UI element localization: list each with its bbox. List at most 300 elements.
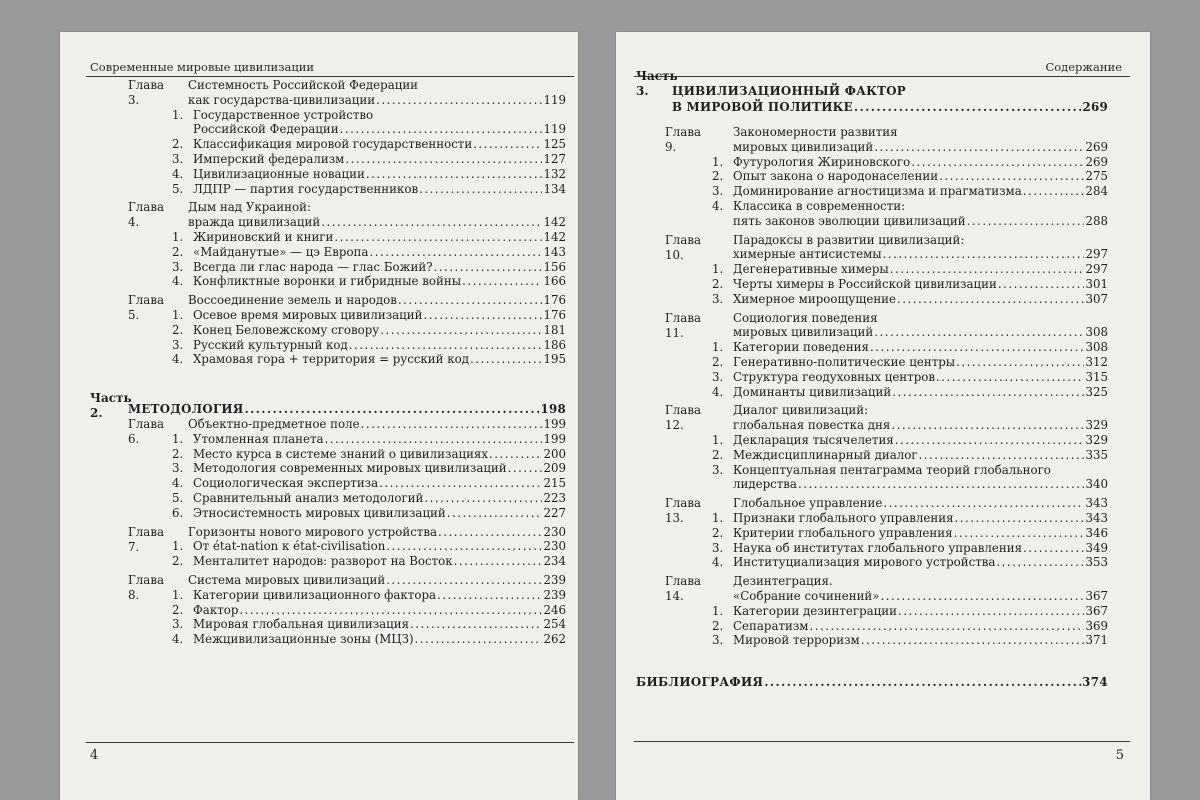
section-entry-page: 262	[543, 632, 566, 647]
section-number: 6.	[172, 505, 184, 520]
chapter-title-line: Социология поведения	[733, 310, 878, 325]
section-entry-page: 186	[543, 337, 566, 352]
section-entry	[193, 274, 566, 289]
section-number: 2.	[172, 137, 184, 152]
section-entry-title: Осевое время мировых цивилизаций	[193, 308, 423, 322]
chapter-entry	[188, 573, 566, 588]
section-number: 1.	[172, 587, 184, 602]
section-entry	[193, 167, 566, 182]
dot-leader	[936, 370, 1084, 385]
section-entry	[733, 214, 1108, 229]
section-number: 2.	[172, 322, 184, 337]
section-entry	[733, 277, 1108, 292]
dot-leader	[379, 476, 542, 491]
section-entry-page: 223	[543, 491, 566, 505]
section-number: 3.	[712, 540, 724, 555]
section-line: Концептуальная пентаграмма теорий глобального	[733, 462, 1051, 477]
dot-leader	[1023, 541, 1084, 556]
section-number: 4.	[172, 632, 184, 647]
chapter-entry-title: Глобальное управление	[733, 496, 883, 511]
dot-leader	[874, 140, 1084, 155]
chapter-entry-page: 343	[1085, 496, 1108, 511]
section-entry-title: Всегда ли глас народа — глас Божий?	[193, 259, 433, 274]
section-entry-title: Институциализация мирового устройства	[733, 555, 996, 570]
chapter-entry	[188, 293, 566, 308]
section-entry-page: 353	[1085, 555, 1108, 570]
section-number: 3.	[712, 462, 724, 477]
section-entry-title: Футурология Жириновского	[733, 154, 911, 169]
dot-leader	[321, 215, 542, 230]
dot-leader	[508, 461, 543, 476]
chapter-label: Глава 10.	[665, 232, 702, 262]
bibliography-entry	[636, 675, 1108, 690]
dot-leader	[437, 588, 542, 603]
running-head: Содержание	[1045, 60, 1122, 74]
part-heading-title: МЕТОДОЛОГИЯ	[128, 402, 244, 416]
dot-leader	[325, 432, 543, 447]
section-number: 2.	[172, 446, 184, 461]
section-number: 4.	[172, 476, 184, 491]
section-entry-page: 297	[1085, 262, 1108, 277]
chapter-entry	[733, 140, 1108, 155]
section-entry	[193, 506, 566, 521]
section-number: 3.	[172, 337, 184, 352]
dot-leader	[798, 477, 1085, 492]
section-entry-page: 312	[1085, 355, 1108, 369]
section-entry-title: От état-nation к état-civilisation	[193, 539, 386, 554]
chapter-entry-page: 367	[1085, 589, 1108, 603]
section-entry-title: Храмовая гора + территория = русский код	[193, 352, 470, 367]
dot-leader	[334, 230, 542, 245]
section-entry	[193, 632, 566, 647]
section-entry	[193, 447, 566, 462]
section-entry	[733, 448, 1108, 463]
chapter-title-line: Закономерности развития	[733, 125, 898, 139]
section-entry-title: Конец Беловежскому сговору	[193, 322, 380, 337]
section-entry	[733, 633, 1108, 648]
dot-leader	[895, 433, 1085, 448]
dot-leader	[470, 352, 542, 367]
section-number: 4.	[712, 555, 724, 570]
dot-leader	[1023, 184, 1085, 199]
section-entry-page: 142	[543, 230, 566, 244]
section-entry-page: 230	[543, 539, 566, 554]
dot-leader	[890, 262, 1085, 277]
section-entry-title: Черты химеры в Российской цивилизации	[733, 277, 997, 291]
section-entry-page: 301	[1085, 277, 1108, 291]
chapter-entry-page: 119	[543, 92, 566, 107]
dot-leader	[954, 526, 1085, 541]
chapter-title-line: Парадоксы в развитии цивилизаций:	[733, 232, 965, 247]
section-entry-title: Этносистемность мировых цивилизаций	[193, 505, 446, 520]
dot-leader	[861, 633, 1085, 648]
section-entry-title: Классификация мировой государственности	[193, 137, 473, 152]
section-entry-title: Социологическая экспертиза	[193, 476, 379, 491]
section-entry	[193, 338, 566, 353]
section-entry	[733, 526, 1108, 541]
dot-leader	[434, 260, 543, 275]
bibliography-entry-page: 374	[1082, 675, 1108, 689]
section-entry	[733, 184, 1108, 199]
chapter-title-line: Системность Российской Федерации	[188, 78, 419, 92]
section-entry-page: 269	[1085, 154, 1108, 169]
dot-leader	[998, 277, 1085, 292]
section-number: 2.	[712, 355, 724, 369]
chapter-label: Глава 12.	[665, 403, 702, 433]
section-entry	[733, 619, 1108, 634]
section-entry-page: 346	[1085, 525, 1108, 540]
chapter-label: Глава 3.	[128, 78, 165, 107]
section-entry-page: 199	[543, 431, 566, 446]
dot-leader	[881, 589, 1085, 604]
section-number: 5.	[172, 491, 184, 505]
section-number: 1.	[712, 340, 724, 355]
section-entry	[733, 433, 1108, 448]
section-number: 1.	[172, 230, 184, 244]
section-number: 1.	[172, 431, 184, 446]
chapter-entry-title: как государства-цивилизации	[188, 92, 376, 107]
section-number: 2.	[172, 244, 184, 259]
section-entry-title: Дегенеративные химеры	[733, 262, 889, 277]
section-entry	[193, 588, 566, 603]
section-entry-page: 275	[1085, 169, 1108, 184]
chapter-entry-title: вражда цивилизаций	[188, 215, 321, 230]
section-entry-title: Наука об институтах глобального управления	[733, 540, 1023, 555]
section-number: 2.	[172, 554, 184, 569]
section-number: 4.	[712, 199, 724, 213]
section-line: Классика в современности:	[733, 199, 906, 213]
part-heading-line: ЦИВИЛИЗАЦИОННЫЙ ФАКТОР	[672, 84, 906, 98]
dot-leader	[349, 338, 543, 353]
dot-leader	[239, 603, 542, 618]
dot-leader	[939, 169, 1084, 184]
page-number: 4	[90, 748, 99, 763]
section-entry	[193, 554, 566, 569]
section-entry	[193, 323, 566, 338]
section-entry-page: 181	[543, 322, 566, 337]
section-entry-page: 254	[543, 617, 566, 632]
section-line: Государственное устройство	[193, 107, 374, 122]
section-entry-title: Междисциплинарный диалог	[733, 447, 918, 462]
section-entry-page: 176	[543, 308, 566, 322]
section-number: 1.	[172, 539, 184, 554]
section-number: 1.	[172, 308, 184, 322]
section-number: 3.	[172, 259, 184, 274]
section-entry-page: 288	[1085, 213, 1108, 228]
section-entry-page: 335	[1085, 447, 1108, 462]
dot-leader	[883, 496, 1084, 511]
dot-leader	[883, 247, 1085, 262]
chapter-entry-title: глобальная повестка дня	[733, 418, 891, 433]
section-entry	[733, 262, 1108, 277]
chapter-label: Глава 11.	[665, 310, 702, 340]
section-entry	[733, 370, 1108, 385]
section-entry-page: 132	[543, 166, 566, 181]
section-entry	[193, 461, 566, 476]
chapter-entry-page: 142	[543, 215, 566, 230]
chapter-entry	[188, 525, 566, 540]
section-entry-title: Структура геодуховных центров	[733, 369, 935, 384]
chapter-entry-page: 269	[1085, 139, 1108, 154]
chapter-entry	[733, 325, 1108, 340]
section-entry-page: 215	[543, 476, 566, 491]
section-entry-title: Место курса в системе знаний о цивилизациях	[193, 446, 489, 461]
chapter-label: Глава 7.	[128, 524, 165, 554]
section-entry-title: Менталитет народов: разворот на Восток	[193, 554, 453, 569]
dot-leader	[764, 675, 1081, 690]
section-number: 1.	[712, 154, 724, 169]
section-entry-page: 119	[543, 122, 566, 137]
section-entry	[733, 155, 1108, 170]
dot-leader	[898, 604, 1084, 619]
section-number: 2.	[172, 602, 184, 617]
section-entry	[733, 477, 1108, 492]
chapter-entry	[188, 417, 566, 432]
dot-leader	[911, 155, 1084, 170]
section-number: 4.	[712, 384, 724, 399]
section-entry-title: Опыт закона о народонаселении	[733, 169, 939, 184]
section-entry-title: Категории поведения	[733, 340, 869, 355]
chapter-entry	[188, 215, 566, 230]
section-number: 1.	[712, 433, 724, 447]
section-entry-title: «Майданутые» — цэ Европа	[193, 244, 369, 259]
section-entry	[193, 603, 566, 618]
section-entry-page: 325	[1085, 384, 1108, 399]
section-entry	[733, 169, 1108, 184]
dot-leader	[340, 122, 543, 137]
section-entry-title: Доминирование агностицизма и прагматизма	[733, 184, 1022, 199]
dot-leader	[454, 554, 543, 569]
section-entry-page: 308	[1085, 340, 1108, 355]
section-entry-page: 329	[1085, 433, 1108, 447]
section-entry-page: 200	[543, 446, 566, 461]
dot-leader	[424, 308, 543, 323]
right-page	[616, 32, 1150, 800]
section-entry	[733, 340, 1108, 355]
section-entry	[193, 539, 566, 554]
dot-leader	[386, 539, 542, 554]
part-heading-title: В МИРОВОЙ ПОЛИТИКЕ	[672, 99, 853, 114]
section-entry	[193, 432, 566, 447]
dot-leader	[891, 418, 1084, 433]
chapter-entry-page: 308	[1085, 325, 1108, 340]
section-entry-title: Категории цивилизационного фактора	[193, 587, 437, 602]
section-entry	[193, 260, 566, 275]
chapter-label: Глава 14.	[665, 574, 702, 604]
left-page	[60, 32, 578, 800]
section-entry-title: Российской Федерации	[193, 122, 339, 137]
chapter-label: Глава 5.	[128, 293, 165, 323]
section-entry-title: Сепаратизм	[733, 618, 809, 633]
dot-leader	[419, 182, 542, 197]
dot-leader	[996, 555, 1084, 570]
chapter-entry	[733, 589, 1108, 604]
section-number: 3.	[712, 633, 724, 648]
section-entry-title: Декларация тысячелетия	[733, 433, 894, 447]
section-entry-page: 125	[543, 137, 566, 152]
section-entry-page: 307	[1085, 291, 1108, 306]
section-entry-title: Категории дезинтеграции	[733, 603, 897, 618]
dot-leader	[361, 417, 543, 432]
section-entry-page: 349	[1085, 540, 1108, 555]
chapter-entry-page: 199	[543, 417, 566, 431]
chapter-entry-title: мировых цивилизаций	[733, 325, 874, 340]
section-entry	[193, 137, 566, 152]
section-entry-page: 369	[1085, 618, 1108, 633]
part-label: Часть 3.	[636, 69, 678, 98]
chapter-entry	[733, 496, 1108, 511]
chapter-entry-title: Объектно-предметное поле	[188, 417, 360, 431]
dot-leader	[386, 573, 542, 588]
section-entry-title: Утомленная планета	[193, 431, 324, 446]
section-entry-title: пять законов эволюции цивилизаций	[733, 213, 966, 228]
chapter-entry-title: Система мировых цивилизаций	[188, 573, 386, 587]
section-entry	[193, 122, 566, 137]
dot-leader	[462, 274, 542, 289]
chapter-entry-page: 176	[543, 293, 566, 308]
section-number: 2.	[712, 277, 724, 291]
section-number: 1.	[712, 603, 724, 618]
chapter-entry-title: Горизонты нового мирового устройства	[188, 524, 438, 539]
dot-leader	[489, 447, 542, 462]
section-entry	[733, 541, 1108, 556]
bibliography-entry-title: БИБЛИОГРАФИЯ	[636, 675, 764, 689]
chapter-title-line: Дым над Украиной:	[188, 200, 311, 215]
section-entry-title: Имперский федерализм	[193, 152, 345, 166]
section-entry-title: Химерное мироощущение	[733, 291, 897, 306]
chapter-entry-page: 230	[543, 524, 566, 539]
section-entry-title: Признаки глобального управления	[733, 511, 954, 525]
dot-leader	[415, 632, 543, 647]
dot-leader	[870, 340, 1084, 355]
chapter-entry-title: химерные антисистемы	[733, 247, 882, 262]
section-number: 1.	[172, 107, 184, 122]
section-entry-title: Конфликтные воронки и гибридные войны	[193, 274, 462, 289]
chapter-entry-page: 329	[1085, 418, 1108, 433]
section-entry-title: Мировой терроризм	[733, 633, 860, 648]
section-number: 4.	[172, 166, 184, 181]
section-number: 3.	[712, 369, 724, 384]
section-number: 2.	[712, 618, 724, 633]
section-entry	[193, 152, 566, 167]
section-entry	[733, 555, 1108, 570]
section-entry-title: Цивилизационные новации	[193, 166, 365, 181]
header-rule	[634, 76, 1130, 77]
section-entry-page: 315	[1085, 369, 1108, 384]
section-entry	[733, 604, 1108, 619]
dot-leader	[410, 617, 542, 632]
section-entry-page: 227	[543, 505, 566, 520]
dot-leader	[473, 137, 542, 152]
dot-leader	[810, 619, 1085, 634]
section-entry-page: 246	[543, 602, 566, 617]
dot-leader	[919, 448, 1085, 463]
chapter-label: Глава 8.	[128, 573, 165, 602]
part-heading	[672, 100, 1108, 115]
section-number: 1.	[712, 262, 724, 277]
section-entry	[193, 491, 566, 506]
section-entry-page: 239	[543, 587, 566, 602]
dot-leader	[447, 506, 543, 521]
dot-leader	[376, 93, 542, 108]
chapter-title-line: Диалог цивилизаций:	[733, 403, 869, 418]
dot-leader	[955, 511, 1085, 526]
dot-leader	[874, 325, 1084, 340]
section-entry-page: 195	[543, 352, 566, 367]
dot-leader	[854, 100, 1081, 115]
footer-rule	[86, 742, 574, 743]
dot-leader	[897, 292, 1084, 307]
section-entry-page: 234	[543, 554, 566, 569]
section-entry-title: Критерии глобального управления	[733, 525, 953, 540]
section-entry	[733, 355, 1108, 370]
section-number: 2.	[712, 169, 724, 184]
section-entry-title: Мировая глобальная цивилизация	[193, 617, 410, 632]
section-entry	[193, 308, 566, 323]
part-heading-page: 198	[540, 402, 566, 416]
dot-leader	[956, 355, 1084, 370]
chapter-entry-page: 239	[543, 573, 566, 587]
section-entry-page: 340	[1085, 477, 1108, 492]
chapter-title-line: Дезинтеграция.	[733, 574, 833, 589]
section-entry-title: Фактор	[193, 602, 239, 617]
chapter-entry-title: мировых цивилизаций	[733, 139, 874, 154]
section-entry-page: 166	[543, 274, 566, 289]
dot-leader	[424, 491, 542, 506]
section-entry-page: 134	[543, 181, 566, 196]
dot-leader	[369, 245, 542, 260]
section-entry-title: Русский культурный код	[193, 337, 348, 352]
section-entry	[193, 476, 566, 491]
footer-rule	[634, 741, 1130, 742]
chapter-entry	[733, 247, 1108, 262]
section-entry-title: Доминанты цивилизаций	[733, 384, 892, 399]
section-entry-page: 127	[543, 152, 566, 166]
dot-leader	[398, 293, 543, 308]
section-entry-title: Методология современных мировых цивилизаций	[193, 461, 507, 476]
chapter-label: Глава 13.	[665, 496, 702, 526]
part-heading	[128, 402, 566, 417]
chapter-label: Глава 4.	[128, 200, 165, 230]
section-entry-title: Сравнительный анализ методологий	[193, 491, 424, 505]
dot-leader	[380, 323, 542, 338]
dot-leader	[345, 152, 542, 167]
section-entry	[193, 352, 566, 367]
chapter-label: Глава 6.	[128, 417, 165, 446]
chapter-entry-title: «Собрание сочинений»	[733, 589, 880, 603]
part-heading-page: 269	[1082, 99, 1108, 114]
section-entry-page: 143	[543, 244, 566, 259]
section-number: 5.	[172, 181, 184, 196]
section-entry-title: Межцивилизационные зоны (МЦЗ)	[193, 632, 414, 647]
section-number: 3.	[172, 617, 184, 632]
dot-leader	[438, 525, 542, 540]
section-entry	[193, 245, 566, 260]
running-head: Современные мировые цивилизации	[90, 60, 315, 74]
section-number: 3.	[172, 152, 184, 166]
section-entry	[193, 230, 566, 245]
section-entry-page: 367	[1085, 603, 1108, 618]
section-number: 4.	[172, 274, 184, 289]
section-entry-page: 371	[1085, 633, 1108, 648]
section-entry-title: ЛДПР — партия государственников	[193, 181, 419, 196]
section-entry	[193, 182, 566, 197]
dot-leader	[892, 385, 1084, 400]
section-number: 2.	[712, 525, 724, 540]
section-number: 4.	[172, 352, 184, 367]
chapter-entry-title: Воссоединение земель и народов	[188, 293, 397, 308]
chapter-label: Глава 9.	[665, 125, 702, 154]
